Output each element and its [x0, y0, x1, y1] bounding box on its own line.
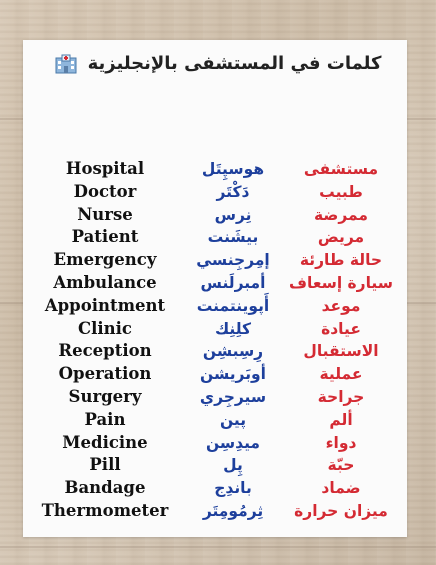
arabic-meaning: ضماد: [321, 479, 361, 498]
word-row: [0, 295, 436, 318]
arabic-transliteration: باندِج: [214, 479, 252, 498]
arabic-meaning: ألم: [329, 410, 353, 429]
arabic-transliteration: پين: [219, 410, 247, 429]
word-row: [0, 432, 436, 455]
arabic-transliteration: أوبَريشن: [200, 365, 266, 384]
arabic-meaning: سيارة إسعاف: [289, 273, 393, 292]
word-row: [0, 318, 436, 341]
english-word: Hospital: [65, 159, 145, 178]
english-word: Surgery: [68, 386, 142, 406]
word-row: [0, 386, 436, 409]
arabic-transliteration: كلِنِك: [214, 319, 252, 338]
arabic-meaning: دواء: [325, 433, 357, 452]
arabic-transliteration: ثِرمُومِتَر: [202, 501, 264, 520]
word-row: [0, 454, 436, 477]
word-row: [0, 363, 436, 386]
english-word: Nurse: [77, 204, 133, 224]
word-row: [0, 204, 436, 227]
arabic-meaning: جراحة: [317, 387, 365, 406]
wood-plank-seam: [0, 546, 436, 548]
arabic-meaning: موعد: [321, 296, 361, 315]
english-word: Appointment: [44, 295, 166, 315]
title-row: [0, 53, 436, 74]
word-row: [0, 500, 436, 523]
arabic-meaning: طبيب: [319, 182, 363, 201]
arabic-meaning: ممرضة: [313, 205, 368, 224]
english-word: Emergency: [53, 250, 157, 270]
english-word: Patient: [71, 227, 139, 247]
word-row: [0, 477, 436, 500]
english-word: Pain: [84, 409, 126, 429]
arabic-meaning: ميزان حرارة: [294, 501, 388, 520]
arabic-transliteration: أَپوينتمنت: [196, 296, 270, 315]
english-word: Ambulance: [53, 272, 157, 292]
english-word: Medicine: [62, 432, 148, 452]
arabic-transliteration: رِسِبشِن: [202, 342, 264, 361]
arabic-meaning: مريض: [317, 228, 365, 247]
arabic-transliteration: أمبرلَنس: [200, 273, 266, 292]
arabic-meaning: عيادة: [321, 319, 361, 338]
word-row: [0, 340, 436, 363]
english-word: Thermometer: [41, 500, 169, 520]
arabic-transliteration: پِل: [223, 456, 243, 475]
page-title: كلمات في المستشفى بالإنجليزية: [87, 53, 382, 74]
word-row: [0, 272, 436, 295]
arabic-transliteration: سيرجِري: [199, 387, 267, 406]
arabic-transliteration: إمِرجِنسي: [196, 251, 270, 270]
hospital-building-icon: [55, 54, 77, 74]
english-word: Bandage: [64, 478, 146, 498]
arabic-meaning: مستشفى: [303, 160, 379, 178]
word-list: [0, 158, 436, 523]
word-row: [0, 409, 436, 432]
arabic-transliteration: ميدِسِن: [205, 433, 261, 452]
arabic-transliteration: هوسپِتَل: [201, 160, 265, 178]
arabic-transliteration: دَكْتَر: [216, 182, 250, 201]
english-word: Doctor: [73, 181, 137, 201]
word-row: [0, 158, 436, 181]
arabic-transliteration: بيشَنت: [207, 228, 259, 247]
english-word: Pill: [89, 455, 121, 475]
word-row: [0, 181, 436, 204]
arabic-meaning: حالة طارئة: [299, 251, 383, 270]
word-row: [0, 249, 436, 272]
english-word: Operation: [58, 364, 152, 384]
arabic-meaning: حبّة: [327, 456, 355, 475]
word-row: [0, 226, 436, 249]
arabic-meaning: الاستقبال: [303, 342, 379, 361]
english-word: Reception: [58, 341, 152, 361]
english-word: Clinic: [78, 318, 132, 338]
arabic-meaning: عملية: [319, 365, 363, 384]
arabic-transliteration: نِرس: [214, 205, 252, 224]
